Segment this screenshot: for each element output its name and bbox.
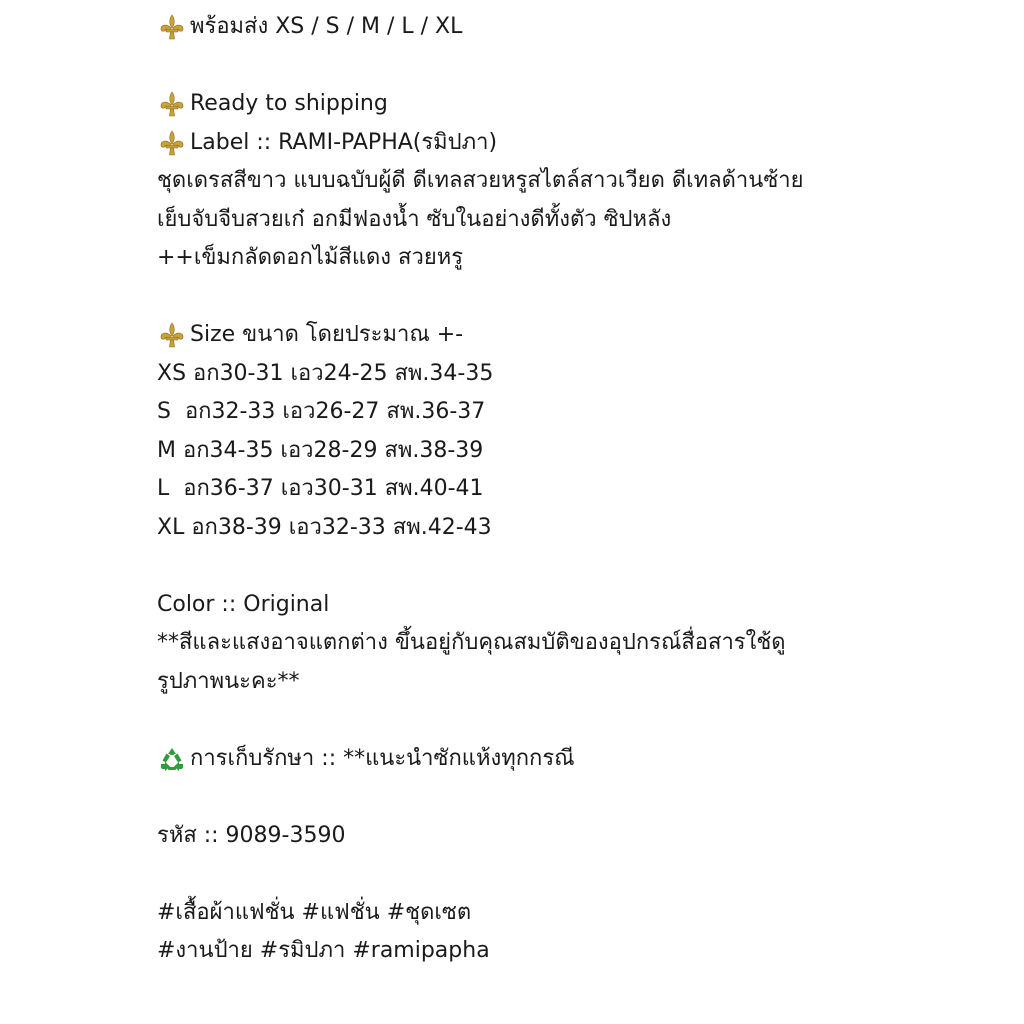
fleur-de-lis-icon [157,128,187,158]
spacer [157,547,997,586]
description-text: เย็บจับจีบสวยเก๋ อกมีฟองน้ำ ซับในอย่างดีทั้งตัว ซิปหลัง [157,206,672,232]
spacer [157,47,997,86]
hashtag-line [157,932,997,971]
size-row-text: XL อก38-39 เอว32-33 สพ.42-43 [157,514,492,540]
description-text: ++เข็มกลัดดอกไม้สีแดง สวยหรู [157,245,464,270]
ready-to-ship-text: Ready to shipping [190,91,388,116]
description-line [157,201,997,240]
code-line [157,817,997,856]
color-note-text: รูปภาพนะคะ** [157,668,300,694]
size-row [157,509,997,548]
care-text: การเก็บรักษา :: **แนะนำซักแห้งทุกกรณี [190,745,575,771]
spacer [157,778,997,817]
color-line [157,586,997,625]
description-text: ชุดเดรสสีขาว แบบฉบับผู้ดี ดีเทลสวยหรูสไตล์สาวเวียด ดีเทลด้านซ้าย [157,168,804,193]
color-note-line [157,663,997,702]
ready-sizes-text: พร้อมส่ง XS / S / M / L / XL [190,14,463,39]
hashtag-text: #เสื้อผ้าแฟชั่น #แฟชั่น #ชุดเซต [157,899,472,925]
color-text: Color :: Original [157,591,330,617]
color-note-line [157,624,997,663]
description-line [157,239,997,278]
fleur-de-lis-icon [157,89,187,119]
ready-to-ship-line [157,85,997,124]
size-row-text: XS อก30-31 เอว24-25 สพ.34-35 [157,360,494,386]
description-line [157,162,997,201]
code-text: รหัส :: 9089-3590 [157,822,346,848]
ready-sizes-line [157,8,997,47]
fleur-de-lis-icon [157,320,187,350]
size-row-text: L อก36-37 เอว30-31 สพ.40-41 [157,476,484,501]
spacer [157,855,997,894]
hashtag-line [157,894,997,933]
size-row [157,393,997,432]
size-row-text: M อก34-35 เอว28-29 สพ.38-39 [157,437,484,463]
color-note-text: **สีและแสงอาจแตกต่าง ขึ้นอยู่กับคุณสมบัติของอุปกรณ์สื่อสารใช้ดู [157,630,786,655]
size-row [157,470,997,509]
spacer [157,278,997,317]
size-row-text: S อก32-33 เอว26-27 สพ.36-37 [157,399,486,424]
label-text: Label :: RAMI-PAPHA(รมิปภา) [190,129,498,155]
fleur-de-lis-icon [157,12,187,42]
size-row [157,432,997,471]
size-heading-line [157,316,997,355]
post-content [157,8,997,971]
care-line [157,740,997,779]
hashtag-text: #งานป้าย #รมิปภา #ramipapha [157,938,490,963]
size-heading-text: Size ขนาด โดยประมาณ +- [190,322,464,347]
spacer [157,701,997,740]
label-line [157,124,997,163]
recycle-icon [157,744,187,774]
size-row [157,355,997,394]
